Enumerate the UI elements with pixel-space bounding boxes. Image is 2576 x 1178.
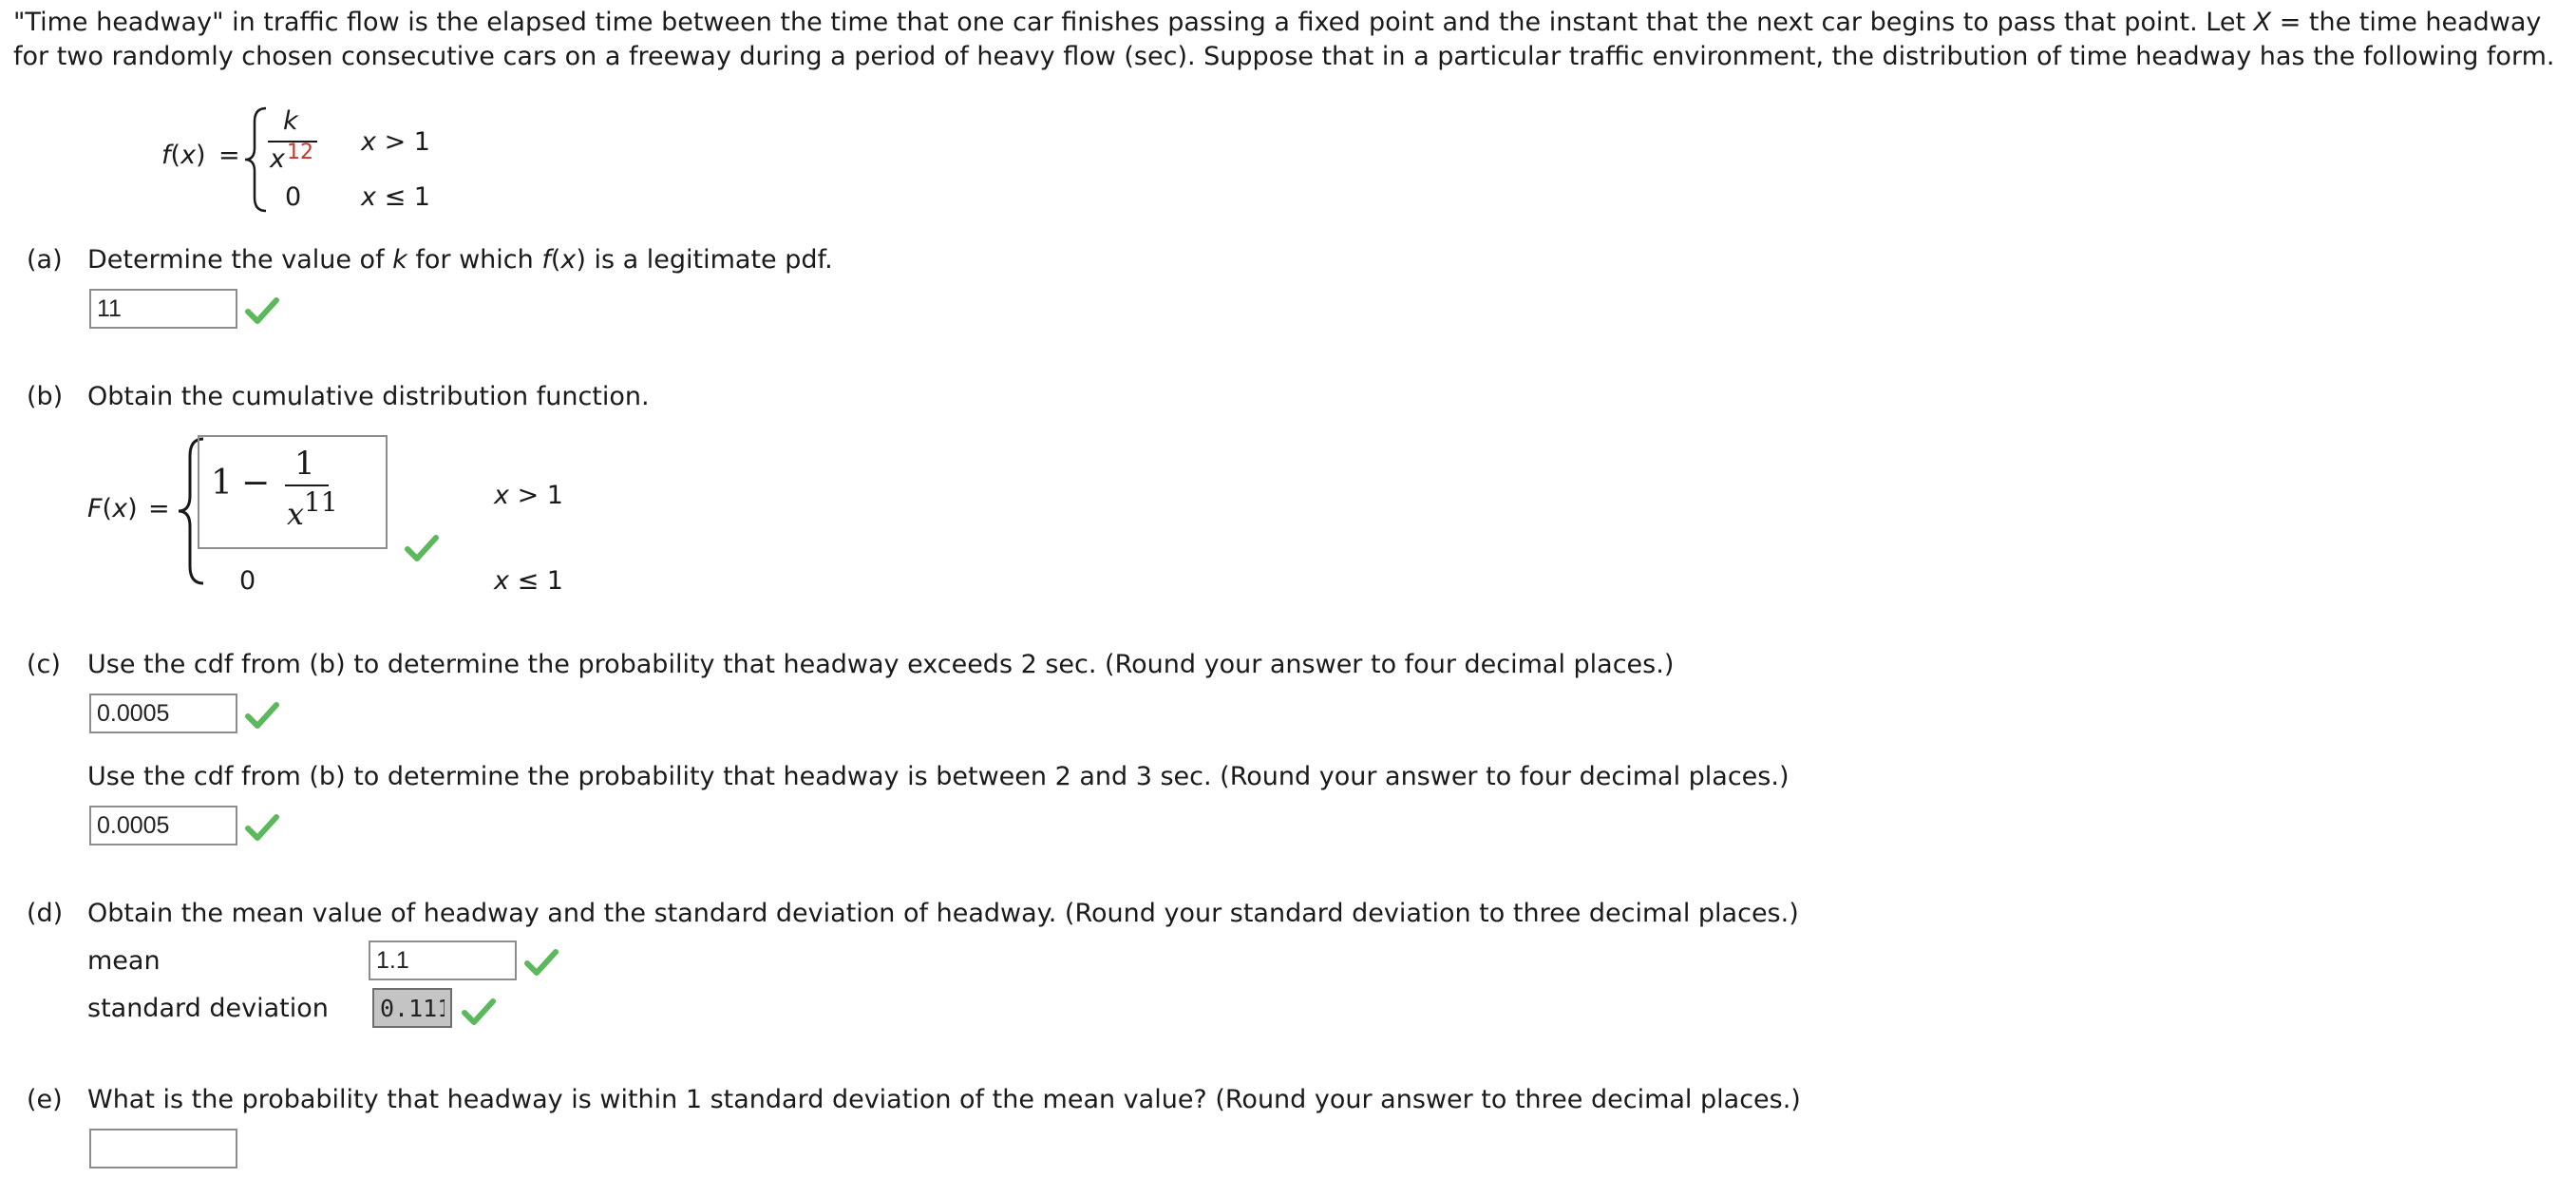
intro-text-1: "Time headway" in traffic flow is the elapsed time between the time that one car finishes passing a fixed point and the instant that the next car begins to pass that point. Let	[13, 8, 2254, 37]
cdf-condition-gt: x > 1	[494, 481, 563, 510]
mean-answer-input[interactable]	[369, 940, 517, 980]
check-icon	[245, 813, 279, 842]
cdf-condition-le: x ≤ 1	[494, 566, 563, 596]
part-c-answer-2-input[interactable]	[89, 806, 237, 846]
check-icon	[245, 296, 279, 325]
cdf-expression-input[interactable]	[198, 435, 388, 549]
pdf-condition-le: x ≤ 1	[361, 182, 430, 212]
cdf-minus: −	[241, 464, 271, 503]
part-d-prompt: Obtain the mean value of headway and the standard deviation of headway. (Round your standard deviation to three decimal places.)	[87, 899, 1799, 928]
part-c-prompt-2: Use the cdf from (b) to determine the probability that headway is between 2 and 3 sec. (Round your answer to four decimal places.)	[87, 762, 1790, 791]
part-c-answer-1-input[interactable]	[89, 694, 237, 733]
part-c-label: (c)	[27, 650, 61, 679]
sd-label: standard deviation	[87, 994, 329, 1023]
part-e-label: (e)	[27, 1085, 63, 1114]
part-d-label: (d)	[27, 899, 64, 928]
check-icon	[405, 534, 439, 562]
pdf-zero: 0	[285, 182, 302, 212]
intro-variable: X	[2253, 8, 2272, 37]
part-a-label: (a)	[27, 245, 63, 275]
part-b-label: (b)	[27, 382, 64, 411]
part-e-prompt: What is the probability that headway is within 1 standard deviation of the mean value? (Round your answer to three decimal places.)	[87, 1085, 1801, 1114]
mean-label: mean	[87, 946, 161, 976]
pdf-exponent: 12	[287, 141, 313, 164]
cdf-equals: =	[148, 494, 170, 523]
pdf-numerator: k	[283, 106, 298, 136]
cdf-numerator: 1	[294, 445, 315, 483]
part-b-prompt: Obtain the cumulative distribution function.	[87, 382, 650, 411]
part-c-prompt-1: Use the cdf from (b) to determine the probability that headway exceeds 2 sec. (Round your answer to four decimal places.)	[87, 650, 1675, 679]
cdf-one: 1	[211, 464, 233, 503]
check-icon	[462, 998, 496, 1026]
check-icon	[245, 701, 279, 730]
pdf-condition-gt: x > 1	[361, 127, 430, 157]
part-e-answer-input[interactable]	[89, 1129, 237, 1168]
part-a-answer-input[interactable]	[89, 289, 237, 329]
pdf-brace	[241, 104, 270, 215]
pdf-denominator: x	[270, 144, 285, 174]
cdf-denominator: x	[287, 496, 305, 532]
sd-answer-input[interactable]	[372, 988, 452, 1028]
cdf-zero: 0	[239, 566, 256, 596]
part-a-prompt: Determine the value of k for which f(x) is a legitimate pdf.	[87, 245, 833, 275]
intro-text-2: = the time headway for two randomly chosen consecutive cars on a freeway during a period of heavy flow (sec). Suppose that in a particular traffic environment, the distribution of time headway has the following form.	[13, 8, 2555, 71]
check-icon	[524, 948, 559, 977]
cdf-lhs: F(x)	[87, 494, 138, 523]
cdf-exponent: 11	[304, 486, 338, 518]
pdf-lhs: f(x)	[161, 141, 206, 170]
pdf-equals: =	[218, 141, 240, 170]
problem-intro	[13, 6, 2568, 74]
